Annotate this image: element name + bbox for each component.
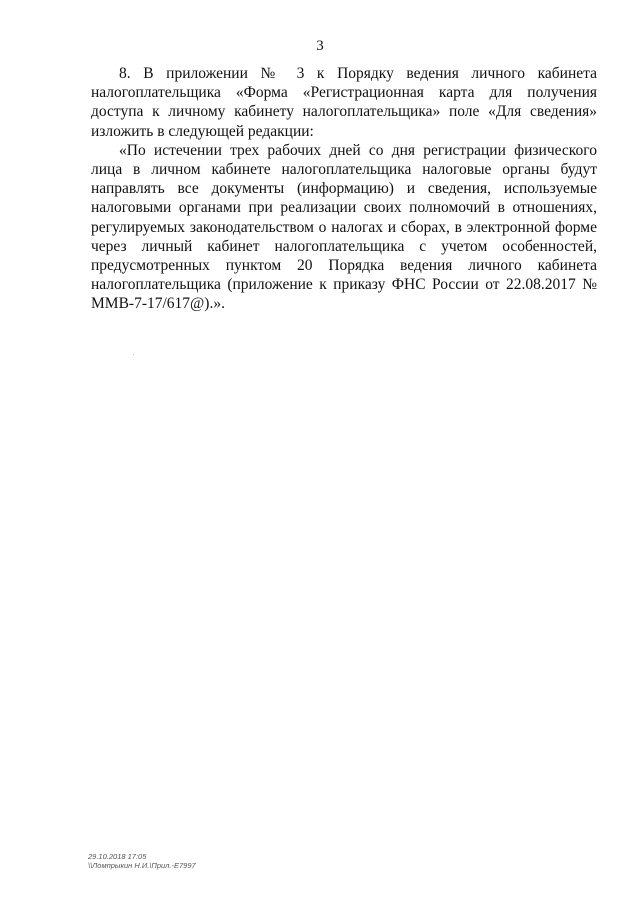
footer-timestamp: 29.10.2018 17:05 — [88, 852, 147, 861]
document-body — [91, 64, 597, 314]
paragraph-item-8: 8. В приложении № 3 к Порядку ведения личного кабинета налогоплательщика «Форма «Регистрационная карта для получения доступа к личному кабинету налогоплательщика» поле «Для сведения» изложить в следующей редакции: — [91, 65, 597, 140]
footer-file-ref: \\Ломпрыкин Н.И.\Прил.-E7997 — [88, 861, 196, 870]
paragraph-quote: «По истечении трех рабочих дней со дня регистрации физического лица в личном кабинете налогоплательщика налоговые органы будут направлять все документы (информацию) и сведения, используемые налоговыми органами при реализации своих полномочий в отношениях, регулируемых законодательством о налогах и сборах, в электронной форме через личный кабинет налогоплательщика с учетом особенностей, предусмотренных пунктом 20 Порядка ведения личного кабинета налогоплательщика (приложение к приказу ФНС России от 22.08.2017 № ММВ-7-17/617@).». — [91, 141, 597, 313]
scan-artifact-dot — [133, 354, 134, 355]
footer-stamp — [88, 852, 196, 870]
page-number: 3 — [316, 38, 324, 54]
